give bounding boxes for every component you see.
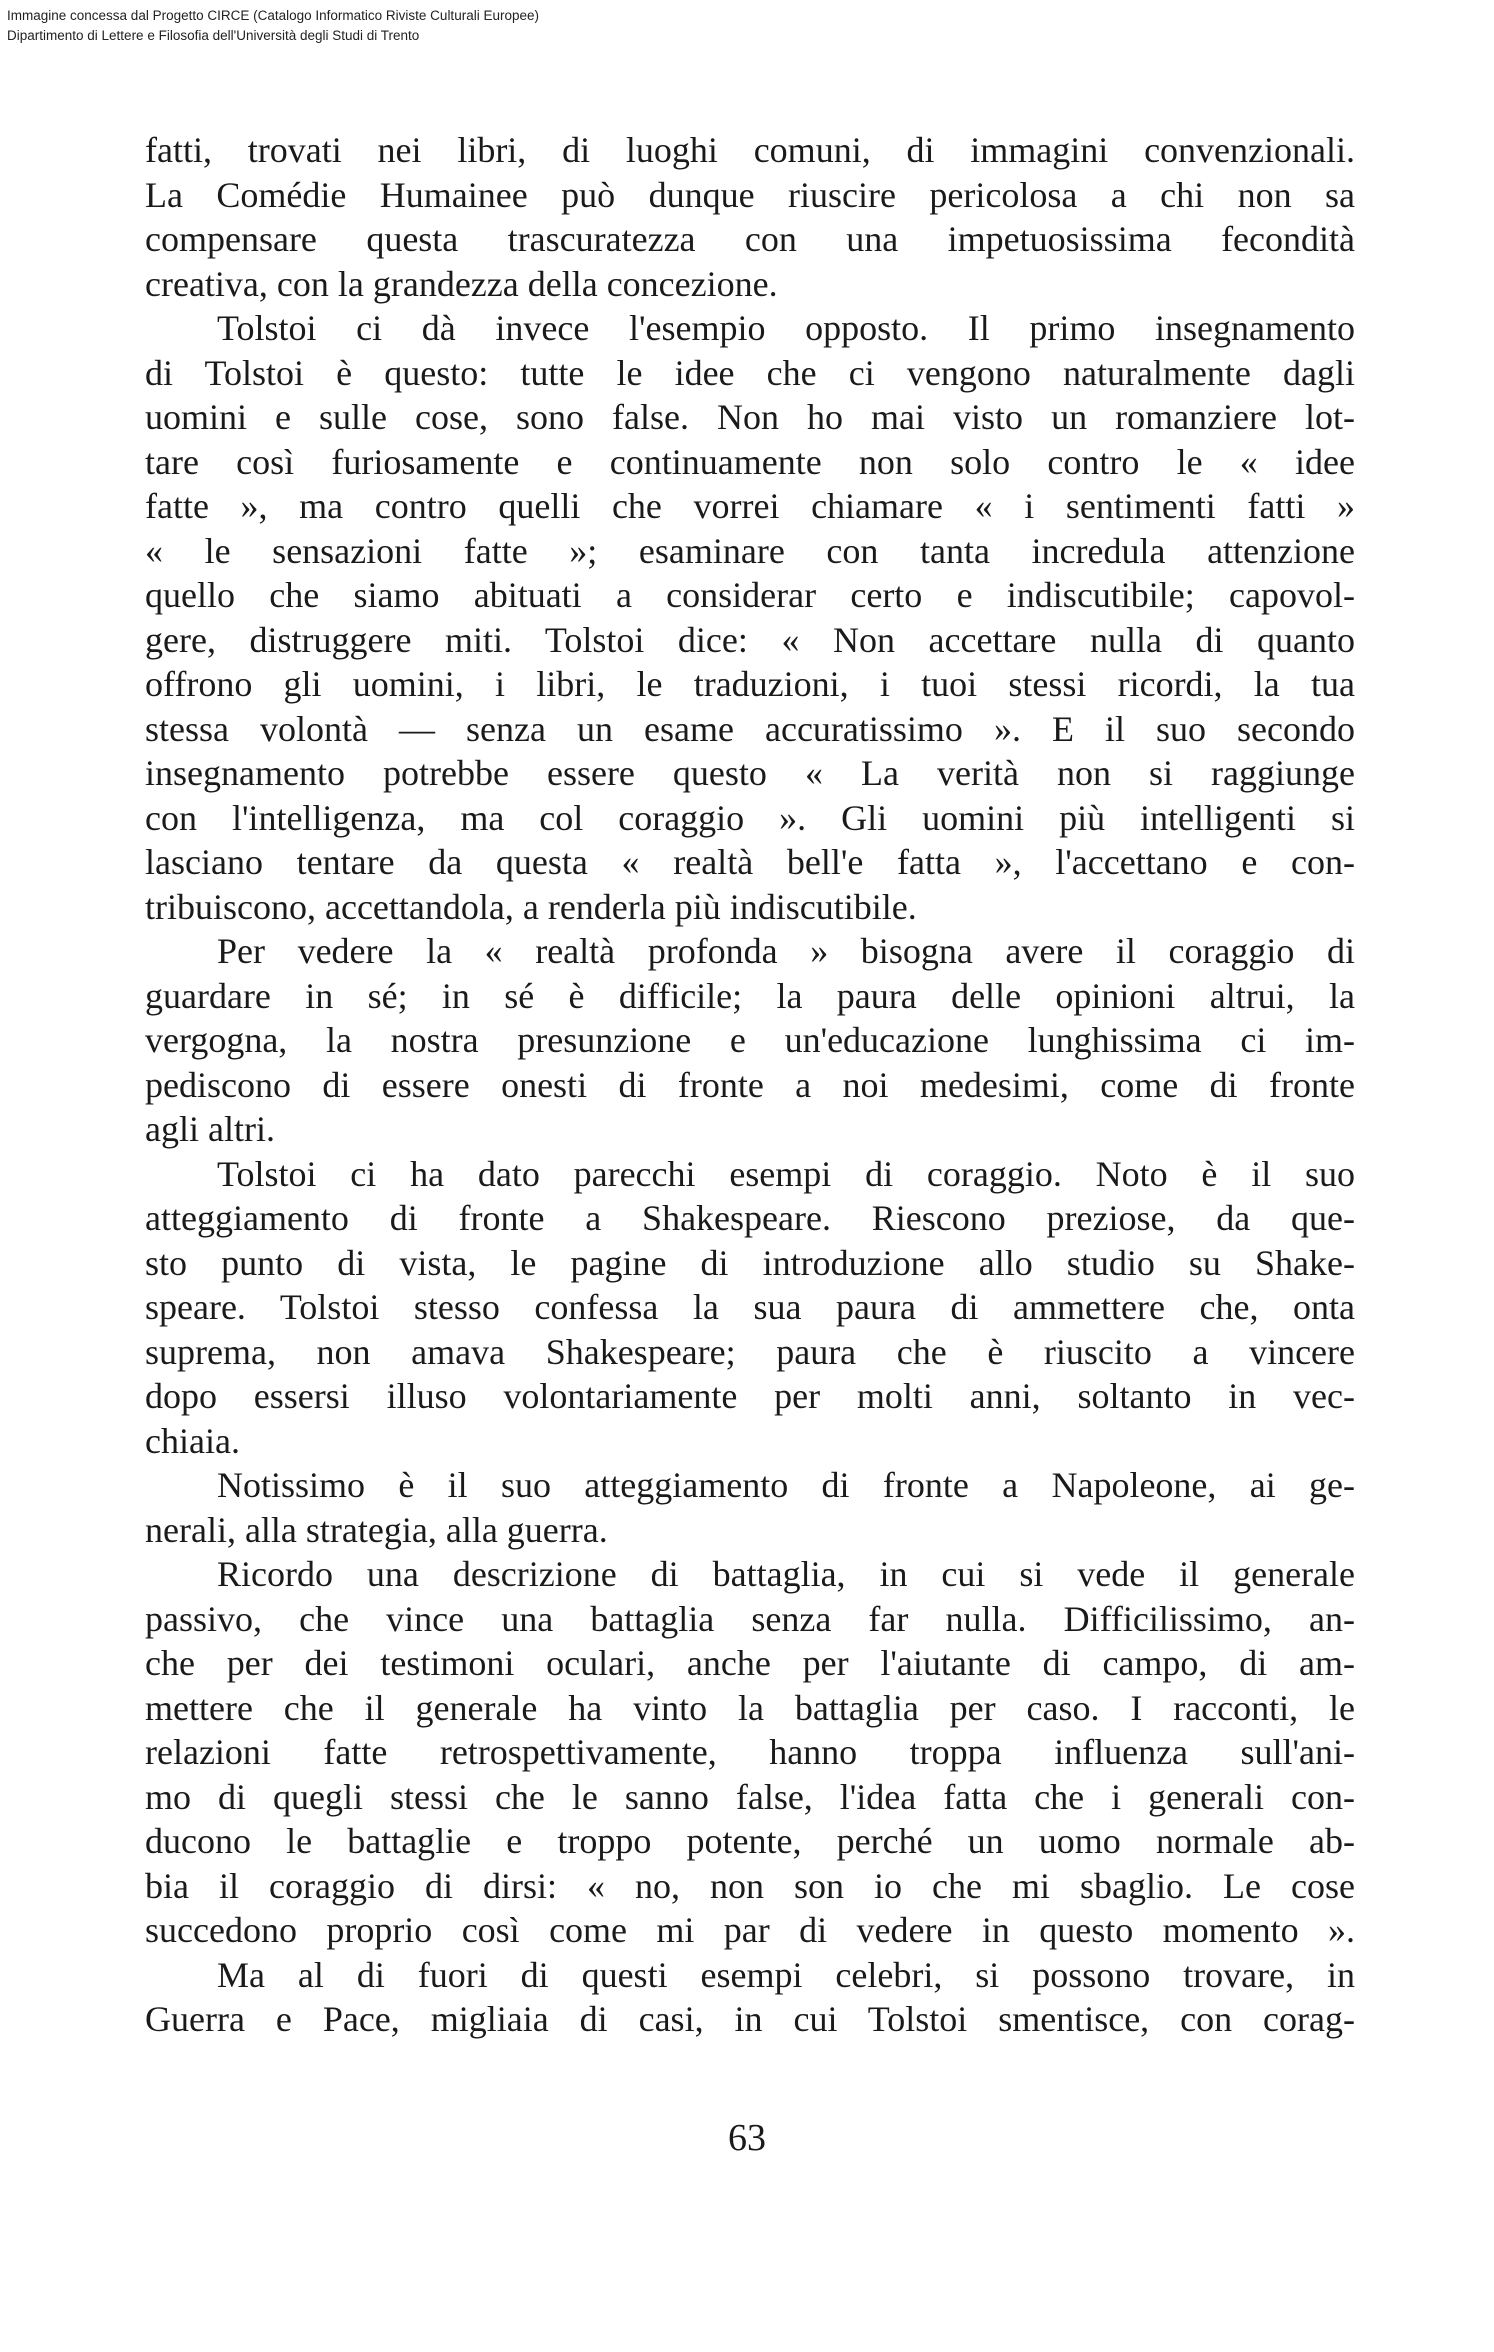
text-line: Notissimo è il suo atteggiamento di fronte a Napoleone, ai ge- (217, 1465, 1355, 1505)
text-line: tare così furiosamente e continuamente non solo contro le « idee (145, 441, 1355, 482)
text-line: lasciano tentare da questa « realtà bell'e fatta », l'accettano e con- (145, 842, 1355, 882)
text-line: fatti, trovati nei libri, di luoghi comuni, di immagini convenzionali. (145, 130, 1355, 170)
text-line: di Tolstoi è questo: tutte le idee che ci vengono naturalmente dagli (145, 352, 1355, 393)
page-body (145, 128, 1355, 2042)
text-line: gere, distruggere miti. Tolstoi dice: « Non accettare nulla di quanto (145, 619, 1355, 660)
text-line: guardare in sé; in sé è difficile; la paura delle opinioni altrui, la (145, 975, 1355, 1016)
text-line: compensare questa trascuratezza con una impetuosissima fecondità (145, 219, 1355, 259)
text-line: Ma al di fuori di questi esempi celebri, si possono trovare, in (217, 1954, 1355, 1995)
text-line: Tolstoi ci dà invece l'esempio opposto. Il primo insegnamento (217, 308, 1355, 348)
text-line: atteggiamento di fronte a Shakespeare. Riescono preziose, da que- (145, 1198, 1355, 1238)
text-line: La Comédie Humainee può dunque riuscire pericolosa a chi non sa (145, 174, 1355, 215)
text-line: Guerra e Pace, migliaia di casi, in cui Tolstoi smentisce, con corag- (145, 1999, 1355, 2039)
text-line: « le sensazioni fatte »; esaminare con tanta incredula attenzione (145, 530, 1355, 571)
text-line: mettere che il generale ha vinto la battaglia per caso. I racconti, le (145, 1687, 1355, 1728)
text-line: sto punto di vista, le pagine di introduzione allo studio su Shake- (145, 1242, 1355, 1283)
text-line: bia il coraggio di dirsi: « no, non son io che mi sbaglio. Le cose (145, 1865, 1355, 1906)
text-line: dopo essersi illuso volontariamente per molti anni, soltanto in vec- (145, 1376, 1355, 1416)
text-line: quello che siamo abituati a considerar certo e indiscutibile; capovol- (145, 575, 1355, 615)
text-line: speare. Tolstoi stesso confessa la sua paura di ammettere che, onta (145, 1287, 1355, 1327)
text-line: Per vedere la « realtà profonda » bisogna avere il coraggio di (217, 931, 1355, 971)
text-line: Ricordo una descrizione di battaglia, in cui si vede il generale (217, 1554, 1355, 1594)
text-line: tribuiscono, accettandola, a renderla più indiscutibile. (145, 886, 917, 927)
text-line: offrono gli uomini, i libri, le traduzioni, i tuoi stessi ricordi, la tua (145, 664, 1355, 704)
text-line: relazioni fatte retrospettivamente, hanno troppa influenza sull'ani- (145, 1732, 1355, 1772)
text-line: insegnamento potrebbe essere questo « La verità non si raggiunge (145, 753, 1355, 793)
text-line: ducono le battaglie e troppo potente, perché un uomo normale ab- (145, 1821, 1355, 1861)
credit-line-2: Dipartimento di Lettere e Filosofia dell'Università degli Studi di Trento (7, 28, 420, 43)
text-line: vergogna, la nostra presunzione e un'educazione lunghissima ci im- (145, 1020, 1355, 1060)
text-line: agli altri. (145, 1109, 275, 1149)
image-credit (7, 6, 539, 46)
page-number: 63 (728, 2117, 766, 2159)
text-line: nerali, alla strategia, alla guerra. (145, 1509, 608, 1550)
text-line: Tolstoi ci ha dato parecchi esempi di coraggio. Noto è il suo (217, 1153, 1355, 1194)
text-line: passivo, che vince una battaglia senza far nulla. Difficilissimo, an- (145, 1598, 1355, 1639)
text-line: stessa volontà — senza un esame accuratissimo ». E il suo secondo (145, 708, 1355, 749)
text-line: uomini e sulle cose, sono false. Non ho mai visto un romanziere lot- (145, 397, 1355, 437)
text-line: creativa, con la grandezza della concezione. (145, 263, 778, 304)
text-line: succedono proprio così come mi par di vedere in questo momento ». (145, 1910, 1355, 1950)
credit-line-1: Immagine concessa dal Progetto CIRCE (Catalogo Informatico Riviste Culturali Europee) (7, 8, 539, 23)
text-line: con l'intelligenza, ma col coraggio ». Gli uomini più intelligenti si (145, 797, 1355, 838)
text-line: suprema, non amava Shakespeare; paura che è riuscito a vincere (145, 1331, 1355, 1372)
text-line: mo di quegli stessi che le sanno false, l'idea fatta che i generali con- (145, 1776, 1355, 1817)
text-line: chiaia. (145, 1420, 240, 1461)
text-line: fatte », ma contro quelli che vorrei chiamare « i sentimenti fatti » (145, 486, 1355, 526)
text-line: che per dei testimoni oculari, anche per l'aiutante di campo, di am- (145, 1643, 1355, 1683)
text-line: pediscono di essere onesti di fronte a noi medesimi, come di fronte (145, 1064, 1355, 1105)
